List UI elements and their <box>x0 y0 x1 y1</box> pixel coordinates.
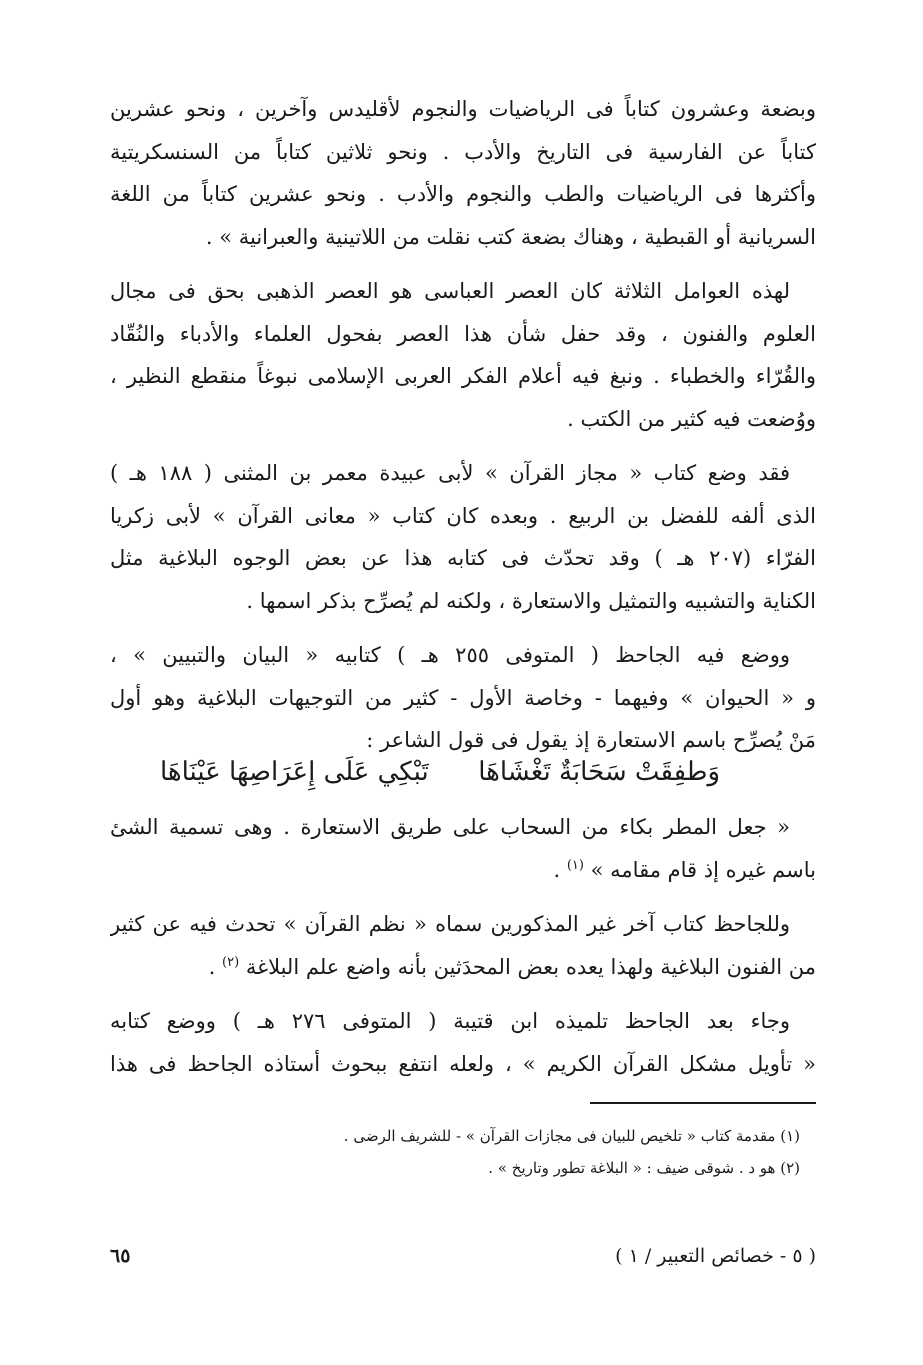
paragraph-5 <box>110 806 816 891</box>
text-segment: باسم غيره إذ قام مقامه » <box>590 857 816 882</box>
text-segment: من الفنون البلاغية ولهذا يعده بعض المحدَثين بأنه واضع علم البلاغة <box>245 954 816 979</box>
footnote-divider <box>590 1102 816 1104</box>
page-number: ٦٥ <box>110 1245 131 1267</box>
text-line: « جعل المطر بكاء من السحاب على طريق الاستعارة . وهى تسمية الشئ <box>110 815 790 839</box>
text-line: وأكثرها فى الرياضيات والطب والنجوم والأدب . ونحو عشرين كتاباً من اللغة <box>110 182 816 206</box>
printer-signature: ( ٥ - خصائص التعبير / ١ ) <box>615 1245 816 1267</box>
text-line: وللجاحظ كتاب آخر غير المذكورين سماه « نظم القرآن » تحدث فيه عن كثير <box>110 912 790 936</box>
poetry-verse <box>160 748 720 796</box>
text-line: والقُرّاء والخطباء . ونبغ فيه أعلام الفكر العربى الإسلامى نبوغاً منقطع النظير ، <box>110 364 816 388</box>
verse-second-hemistich: تَبْكِي عَلَى إِعَرَاصِهَا عَيْنَاهَا <box>160 757 429 787</box>
paragraph-4 <box>110 634 816 762</box>
page-footer <box>110 1238 816 1274</box>
text-line: السريانية أو القبطية ، وهناك بضعة كتب نقلت من اللاتينية والعبرانية » . <box>205 224 816 249</box>
paragraph-1 <box>110 88 816 258</box>
text-line: « تأويل مشكل القرآن الكريم » ، ولعله انتفع ببحوث أستاذه الجاحظ فى هذا <box>110 1051 816 1076</box>
main-text <box>110 88 816 774</box>
text-line: فقد وضع كتاب « مجاز القرآن » لأبى عبيدة معمر بن المثنى ( ١٨٨ هـ ) <box>110 461 790 485</box>
text-line: وبضعة وعشرون كتاباً فى الرياضيات والنجوم لأقليدس وآخرين ، ونحو عشرين <box>110 97 816 121</box>
footnote-1: (١) مقدمة كتاب « تلخيص للبيان فى مجازات القرآن » - للشريف الرضى . <box>343 1127 800 1145</box>
text-line: الذى ألفه للفضل بن الربيع . وبعده كان كتاب « معانى القرآن » لأبى زكريا <box>110 503 816 528</box>
text-line: الفرّاء (٢٠٧ هـ ) وقد تحدّث فى كتابه هذا عن بعض الوجوه البلاغية مثل <box>110 546 816 570</box>
text-segment: . <box>553 857 561 882</box>
text-line: و « الحيوان » وفيهما - وخاصة الأول - كثير من التوجيهات البلاغية وهو أول <box>110 685 816 710</box>
text-line: ووضع فيه الجاحظ ( المتوفى ٢٥٥ هـ ) كتابيه « البيان والتبيين » ، <box>110 643 791 667</box>
text-line: وجاء بعد الجاحظ تلميذه ابن قتيبة ( المتوفى ٢٧٦ هـ ) ووضع كتابه <box>110 1009 791 1033</box>
paragraph-3 <box>110 452 816 622</box>
text-line: لهذه العوامل الثلاثة كان العصر العباسى هو العصر الذهبى بحق فى مجال <box>110 279 790 303</box>
main-text-continued <box>110 806 816 1097</box>
text-segment: . <box>208 954 216 979</box>
text-line: ووُضعت فيه كثير من الكتب . <box>567 406 816 431</box>
footnote-2: (٢) هو د . شوقى ضيف : « البلاغة تطور وتاريخ » . <box>488 1159 800 1177</box>
text-line: الكناية والتشبيه والتمثيل والاستعارة ، ولكنه لم يُصرِّح بذكر اسمها . <box>246 588 816 613</box>
footnotes <box>200 1120 800 1184</box>
text-line: كتاباً عن الفارسية فى التاريخ والأدب . ونحو ثلاثين كتاباً من السنسكريتية <box>110 139 816 164</box>
footnote-reference[interactable]: (٢) <box>222 954 240 970</box>
text-line <box>110 946 816 989</box>
text-line: مَنْ يُصرِّح باسم الاستعارة إذ يقول فى قول الشاعر : <box>366 728 816 752</box>
footnote-reference[interactable]: (١) <box>566 857 584 873</box>
paragraph-7 <box>110 1000 816 1085</box>
text-line: العلوم والفنون ، وقد حفل شأن هذا العصر بفحول العلماء والأدباء والنُقّاد <box>110 321 816 346</box>
verse-first-hemistich: وَطفِقَتْ سَحَابَةٌ تَغْشَاهَا <box>478 757 720 787</box>
paragraph-2 <box>110 270 816 440</box>
text-line <box>110 849 816 892</box>
paragraph-6 <box>110 903 816 988</box>
